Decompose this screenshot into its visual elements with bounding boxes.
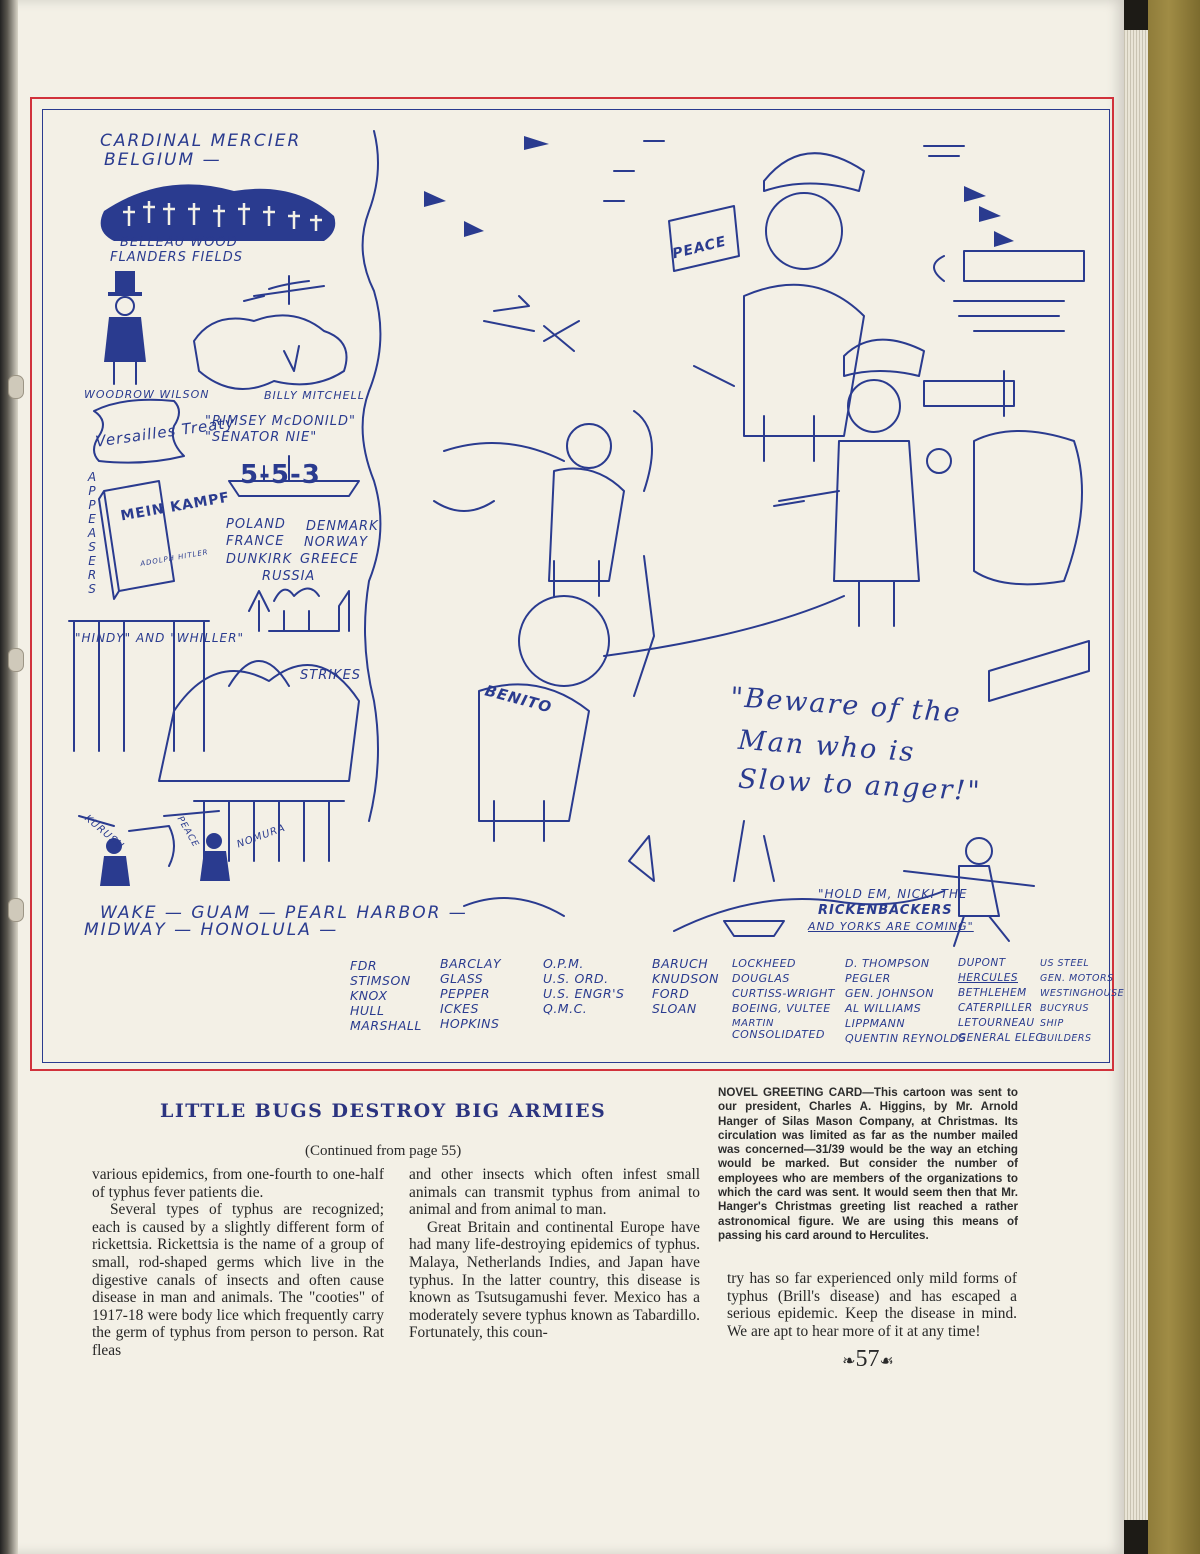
page-number bbox=[818, 1346, 918, 1373]
credit-name: LOCKHEED bbox=[732, 957, 796, 970]
dunkirk-label: DUNKIRK bbox=[226, 552, 293, 567]
credit-name: CONSOLIDATED bbox=[732, 1028, 825, 1041]
woodrow-wilson-label: WOODROW WILSON bbox=[84, 388, 210, 401]
credit-name: GEN. MOTORS bbox=[1040, 973, 1114, 984]
credits-column-3 bbox=[543, 956, 625, 1016]
credit-name: U.S. ENGR'S bbox=[543, 986, 625, 1001]
peace-small-label: PEACE bbox=[174, 814, 201, 850]
credit-name: GEN. JOHNSON bbox=[845, 987, 934, 1000]
credit-name: HERCULES bbox=[958, 972, 1018, 984]
tank-cannons-icon bbox=[924, 251, 1089, 701]
paragraph: Several types of typhus are recognized; each is caused by a slightly different form of rickettsia. Rickettsia is the name of a group of small, rod-shaped germs which live in the digestive canals of insects and often cause disease in man and animals. The "cooties" of 1917-18 were body lice which frequently carry the germ of typhus from person to person. Rat fleas bbox=[92, 1201, 384, 1359]
adolph-hitler-label: ADOLPH HITLER bbox=[139, 548, 210, 568]
credit-name: Q.M.C. bbox=[543, 1001, 588, 1016]
credits-column-2 bbox=[440, 956, 501, 1031]
norway-label: NORWAY bbox=[304, 535, 369, 550]
kurusu-label: KURUSU bbox=[82, 813, 126, 853]
credit-name: LETOURNEAU bbox=[958, 1017, 1035, 1029]
article-title: LITTLE BUGS DESTROY BIG ARMIES bbox=[160, 1100, 607, 1122]
poland-label: POLAND bbox=[226, 517, 286, 532]
beware-line-2: Man who is bbox=[737, 724, 917, 769]
credits-column-1 bbox=[350, 958, 422, 1033]
credit-name: PEPPER bbox=[440, 986, 491, 1001]
credit-name: O.P.M. bbox=[543, 956, 584, 971]
credit-name: HULL bbox=[350, 1003, 385, 1018]
credit-name: STIMSON bbox=[350, 973, 411, 988]
woodrow-wilson-figure bbox=[104, 271, 146, 384]
credit-name: DUPONT bbox=[958, 957, 1006, 969]
panel-divider bbox=[363, 131, 381, 821]
right-ornament-icon: ☙ bbox=[879, 1353, 894, 1370]
continued-note: (Continued from page 55) bbox=[305, 1143, 462, 1159]
mein-kampf-book-icon bbox=[99, 481, 174, 599]
credit-name: DOUGLAS bbox=[732, 972, 790, 985]
versailles-treaty-label: Versailles Treaty bbox=[94, 413, 236, 451]
midway-honolula-label: MIDWAY — HONOLULA — bbox=[84, 920, 339, 940]
credit-name: FORD bbox=[652, 986, 690, 1001]
credit-name: MARTIN bbox=[732, 1018, 774, 1029]
strikes-label: STRIKES bbox=[300, 668, 362, 683]
holdem-line-1: "HOLD EM, NICK! THE bbox=[818, 887, 968, 901]
beware-line-1: "Beware of the bbox=[729, 681, 963, 730]
credit-name: BUILDERS bbox=[1040, 1033, 1092, 1044]
page-number-value: 57 bbox=[855, 1346, 880, 1372]
credits-column-7 bbox=[958, 956, 1047, 1046]
credit-name: CURTISS-WRIGHT bbox=[732, 987, 835, 1000]
credit-name: QUENTIN REYNOLDS bbox=[845, 1032, 967, 1045]
credit-name: D. THOMPSON bbox=[845, 957, 930, 970]
greeting-card-sidebar: NOVEL GREETING CARD—This cartoon was sent to our president, Charles A. Higgins, by Mr. Arnold Hanger of Silas Mason Company, at Christmas. Its circulation was limited as far as the number mailed was concerned—31/39 would be the way an etching would be marked. But consider the number of employees who are members of the organizations to which the card was sent. It would seem then that Mr. Hanger's Christmas greeting list reached a rather astronomical figure. We are using this means of passing his card around to Herculites. bbox=[718, 1086, 1018, 1242]
holdem-line-2: RICKENBACKERS bbox=[818, 903, 953, 918]
credits-column-5 bbox=[732, 956, 835, 1042]
paragraph: try has so far experienced only mild forms of typhus (Brill's disease) and has escaped a serious epidemic. Keep the disease in mind. We are apt to hear more of it at any time! bbox=[727, 1270, 1017, 1340]
credit-name: FDR bbox=[350, 958, 378, 973]
credit-name: SLOAN bbox=[652, 1001, 697, 1016]
binding-hole bbox=[8, 375, 24, 399]
greece-label: GREECE bbox=[300, 552, 359, 567]
russia-label: RUSSIA bbox=[262, 569, 316, 584]
billy-mitchell-label: BILLY MITCHELL bbox=[264, 389, 365, 402]
ratio-553-label: 5-5-3 bbox=[240, 460, 321, 490]
binding-gutter bbox=[0, 0, 18, 1554]
credit-name: KNOX bbox=[350, 988, 388, 1003]
credit-name: BOEING, VULTEE bbox=[732, 1002, 831, 1015]
credit-name: LIPPMANN bbox=[845, 1017, 906, 1030]
hindy-whiller-label: "HINDY" AND "WHILLER" bbox=[75, 631, 244, 645]
credit-name: BUCYRUS bbox=[1040, 1003, 1089, 1014]
credit-name: AL WILLIAMS bbox=[845, 1002, 922, 1015]
paragraph: Great Britain and continental Europe have had many life-destroying epidemics of typhus. Malaya, Netherlands Indies, and Japan have typhus. In the latter country, this disease is known as Tsutsugamushi fever. Mexico has a moderately severe typhus known as Tabardillo. Fortunately, this coun- bbox=[409, 1218, 700, 1342]
credit-name: GENERAL ELEC. bbox=[958, 1032, 1048, 1044]
credits-column-4 bbox=[652, 956, 719, 1016]
credit-name: US STEEL bbox=[1040, 958, 1090, 969]
santa-claus-figure bbox=[434, 411, 652, 596]
paragraph: and other insects which often infest small animals can transmit typhus from animal to animal and from animal to man. bbox=[409, 1166, 700, 1219]
denmark-label: DENMARK bbox=[306, 519, 379, 534]
credit-name: WESTINGHOUSE bbox=[1040, 988, 1125, 999]
credit-name: PEGLER bbox=[845, 972, 891, 985]
page-edges bbox=[1122, 30, 1148, 1520]
france-label: FRANCE bbox=[226, 534, 285, 549]
credit-name: BARCLAY bbox=[440, 956, 502, 971]
left-ornament-icon: ❧ bbox=[842, 1353, 856, 1370]
binding-hole bbox=[8, 898, 24, 922]
japanese-general-figure bbox=[694, 153, 864, 461]
binding-hole bbox=[8, 648, 24, 672]
article-column-1 bbox=[92, 1166, 384, 1360]
credit-name: BARUCH bbox=[652, 956, 709, 971]
factory-icon bbox=[269, 589, 349, 632]
diplomats-icon bbox=[79, 811, 230, 886]
rimsey-mcdonild-label: "RIMSEY McDONILD" bbox=[205, 414, 356, 429]
credit-name: U.S. ORD. bbox=[543, 971, 609, 986]
credit-name: SHIP bbox=[1040, 1018, 1064, 1029]
belgium-label: BELGIUM — bbox=[104, 150, 222, 170]
benito-label: BENITO bbox=[482, 681, 555, 717]
credit-name: GLASS bbox=[440, 971, 484, 986]
paragraph: various epidemics, from one-fourth to one-half of typhus fever patients die. bbox=[92, 1166, 384, 1201]
wake-guam-pearl-harbor-label: WAKE — GUAM — PEARL HARBOR — bbox=[100, 903, 468, 923]
cardinal-mercier-label: CARDINAL MERCIER bbox=[100, 131, 302, 151]
credits-column-8 bbox=[1040, 956, 1124, 1046]
mein-kampf-label: MEIN KAMPF bbox=[119, 489, 232, 525]
flanders-fields-label: FLANDERS FIELDS bbox=[110, 250, 244, 265]
article-column-3 bbox=[727, 1270, 1017, 1340]
belleau-wood-label: BELLEAU WOOD bbox=[120, 235, 238, 250]
credit-name: HOPKINS bbox=[440, 1016, 500, 1031]
beware-line-3: Slow to anger!" bbox=[737, 763, 983, 808]
credits-column-6 bbox=[845, 956, 966, 1046]
appeasers-label: APPEASERS bbox=[85, 470, 99, 596]
credit-name: ICKES bbox=[440, 1001, 479, 1016]
biplane-icon bbox=[194, 276, 347, 389]
credit-name: BETHLEHEM bbox=[958, 987, 1027, 999]
credit-name: CATERPILLER bbox=[958, 1002, 1033, 1014]
article-column-2 bbox=[409, 1166, 700, 1342]
book-cover-spine bbox=[1148, 0, 1200, 1554]
credit-name: KNUDSON bbox=[652, 971, 719, 986]
holdem-line-3: AND YORKS ARE COMING" bbox=[808, 920, 974, 933]
nomura-label: NOMURA bbox=[235, 822, 288, 851]
credit-name: MARSHALL bbox=[350, 1018, 422, 1033]
ships-icon bbox=[629, 821, 784, 936]
peace-sign-label: PEACE bbox=[670, 233, 729, 263]
senator-nie-label: "SENATOR NIE" bbox=[205, 430, 318, 445]
